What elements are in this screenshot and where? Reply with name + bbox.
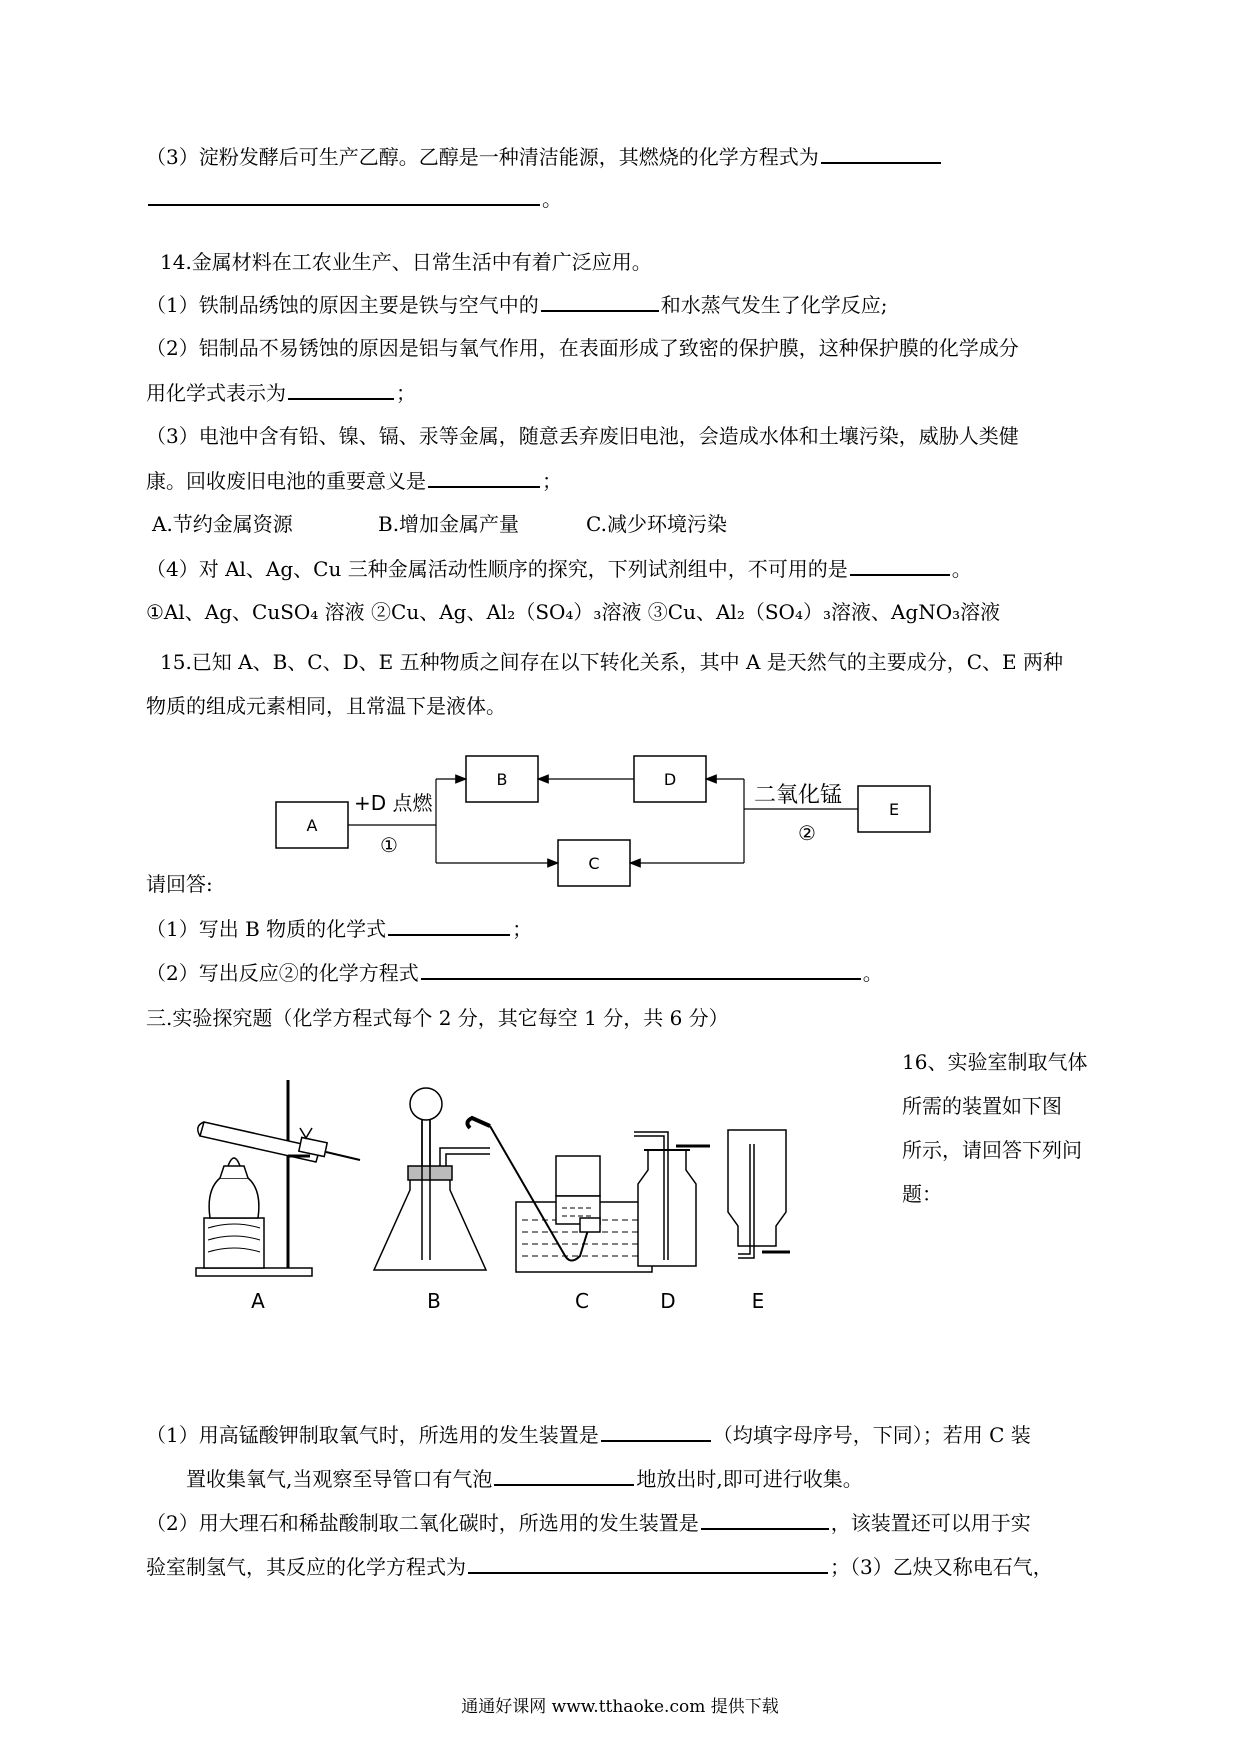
box-c-label: C bbox=[588, 854, 600, 873]
q16-intro-1: 16、实验室制取气体 bbox=[902, 1050, 1088, 1074]
reaction1-number: ① bbox=[380, 833, 398, 857]
q16-part1-cont: 置收集氧气,当观察至导管口有气泡 地放出时,即可进行收集。 bbox=[186, 1464, 863, 1493]
q13-part3-cont: 。 bbox=[146, 184, 562, 213]
answer-blank[interactable] bbox=[701, 1508, 829, 1530]
apparatus-label-b: B bbox=[427, 1289, 441, 1310]
box-a-label: A bbox=[306, 816, 318, 835]
box-d-label: D bbox=[663, 770, 677, 789]
apparatus-c bbox=[467, 1118, 652, 1272]
q16-part2: （2）用大理石和稀盐酸制取二氧化碳时，所选用的发生装置是 ，该装置还可以用于实 bbox=[146, 1508, 1031, 1537]
answer-blank[interactable] bbox=[388, 914, 510, 936]
q14-intro: 14.金属材料在工农业生产、日常生活中有着广泛应用。 bbox=[160, 250, 652, 274]
q15-ask: 请回答: bbox=[146, 872, 213, 896]
q14-part2-cont: 用化学式表示为 ； bbox=[146, 378, 416, 407]
q14-part2: （2）铝制品不易锈蚀的原因是铝与氧气作用，在表面形成了致密的保护膜，这种保护膜的化学成分 bbox=[146, 336, 1019, 360]
answer-blank[interactable] bbox=[421, 958, 861, 980]
box-e-label: E bbox=[888, 800, 900, 819]
q14-part3: （3）电池中含有铅、镍、镉、汞等金属，随意丢弃废旧电池，会造成水体和土壤污染，威胁人类健 bbox=[146, 424, 1019, 448]
q15-part1: （1）写出 B 物质的化学式 ； bbox=[146, 914, 532, 943]
apparatus-label-c: C bbox=[575, 1289, 589, 1310]
q14-part3-cont: 康。回收废旧电池的重要意义是 ； bbox=[146, 466, 562, 495]
answer-blank[interactable] bbox=[468, 1552, 828, 1574]
q15-intro-cont: 物质的组成元素相同，且常温下是液体。 bbox=[146, 694, 506, 718]
section3-title: 三.实验探究题（化学方程式每个 2 分，其它每空 1 分，共 6 分） bbox=[146, 1006, 729, 1030]
q14-part4-options: ①Al、Ag、CuSO₄ 溶液 ②Cu、Ag、Al₂（SO₄）₃溶液 ③Cu、Al₂（SO₄）₃溶液、AgNO₃溶液 bbox=[146, 600, 1001, 624]
reaction2-condition: 二氧化锰 bbox=[754, 783, 843, 808]
apparatus-d bbox=[634, 1132, 710, 1266]
apparatus-label-a: A bbox=[251, 1289, 265, 1310]
q14-option-b: B.增加金属产量 bbox=[378, 512, 520, 536]
q16-part1: （1）用高锰酸钾制取氧气时，所选用的发生装置是 （均填字母序号，下同）；若用 C 装 bbox=[146, 1420, 1031, 1449]
reaction2-number: ② bbox=[798, 821, 816, 845]
q14-part1: （1）铁制品绣蚀的原因主要是铁与空气中的 和水蒸气发生了化学反应; bbox=[146, 290, 887, 319]
q15-part2: （2）写出反应②的化学方程式 。 bbox=[146, 958, 883, 987]
apparatus-a bbox=[196, 1080, 360, 1276]
answer-blank[interactable] bbox=[288, 378, 394, 400]
apparatus-e bbox=[728, 1130, 790, 1258]
answer-blank[interactable] bbox=[601, 1420, 711, 1442]
q14-option-c: C.减少环境污染 bbox=[586, 512, 727, 536]
page-footer: 通通好课网 www.tthaoke.com 提供下载 bbox=[461, 1697, 779, 1717]
apparatus-label-e: E bbox=[751, 1289, 765, 1310]
answer-blank[interactable] bbox=[821, 142, 941, 164]
apparatus-b bbox=[374, 1088, 490, 1270]
answer-blank[interactable] bbox=[850, 554, 950, 576]
answer-blank[interactable] bbox=[494, 1464, 634, 1486]
q16-part2-cont: 验室制氢气，其反应的化学方程式为 ；（3）乙炔又称电石气， bbox=[146, 1552, 1053, 1581]
answer-blank[interactable] bbox=[541, 290, 659, 312]
reaction1-condition: +D 点燃 bbox=[354, 791, 433, 815]
lab-apparatus-figure bbox=[190, 1070, 890, 1310]
q14-option-a: A.节约金属资源 bbox=[152, 512, 293, 536]
q13-part3: （3）淀粉发酵后可生产乙醇。乙醇是一种清洁能源，其燃烧的化学方程式为 bbox=[146, 142, 943, 171]
q15-intro: 15.已知 A、B、C、D、E 五种物质之间存在以下转化关系，其中 A 是天然气的主要成分，C、E 两种 bbox=[160, 650, 1064, 674]
q16-intro-4: 题： bbox=[902, 1182, 942, 1206]
apparatus-label-d: D bbox=[660, 1289, 676, 1310]
q16-intro-3: 所示，请回答下列问 bbox=[902, 1138, 1082, 1162]
q14-part4: （4）对 Al、Ag、Cu 三种金属活动性顺序的探究，下列试剂组中，不可用的是 。 bbox=[146, 554, 972, 583]
q15-conversion-diagram bbox=[270, 750, 950, 890]
answer-blank[interactable] bbox=[428, 466, 540, 488]
answer-blank[interactable] bbox=[148, 184, 540, 206]
q16-intro-2: 所需的装置如下图 bbox=[902, 1094, 1062, 1118]
box-b-label: B bbox=[496, 770, 508, 789]
